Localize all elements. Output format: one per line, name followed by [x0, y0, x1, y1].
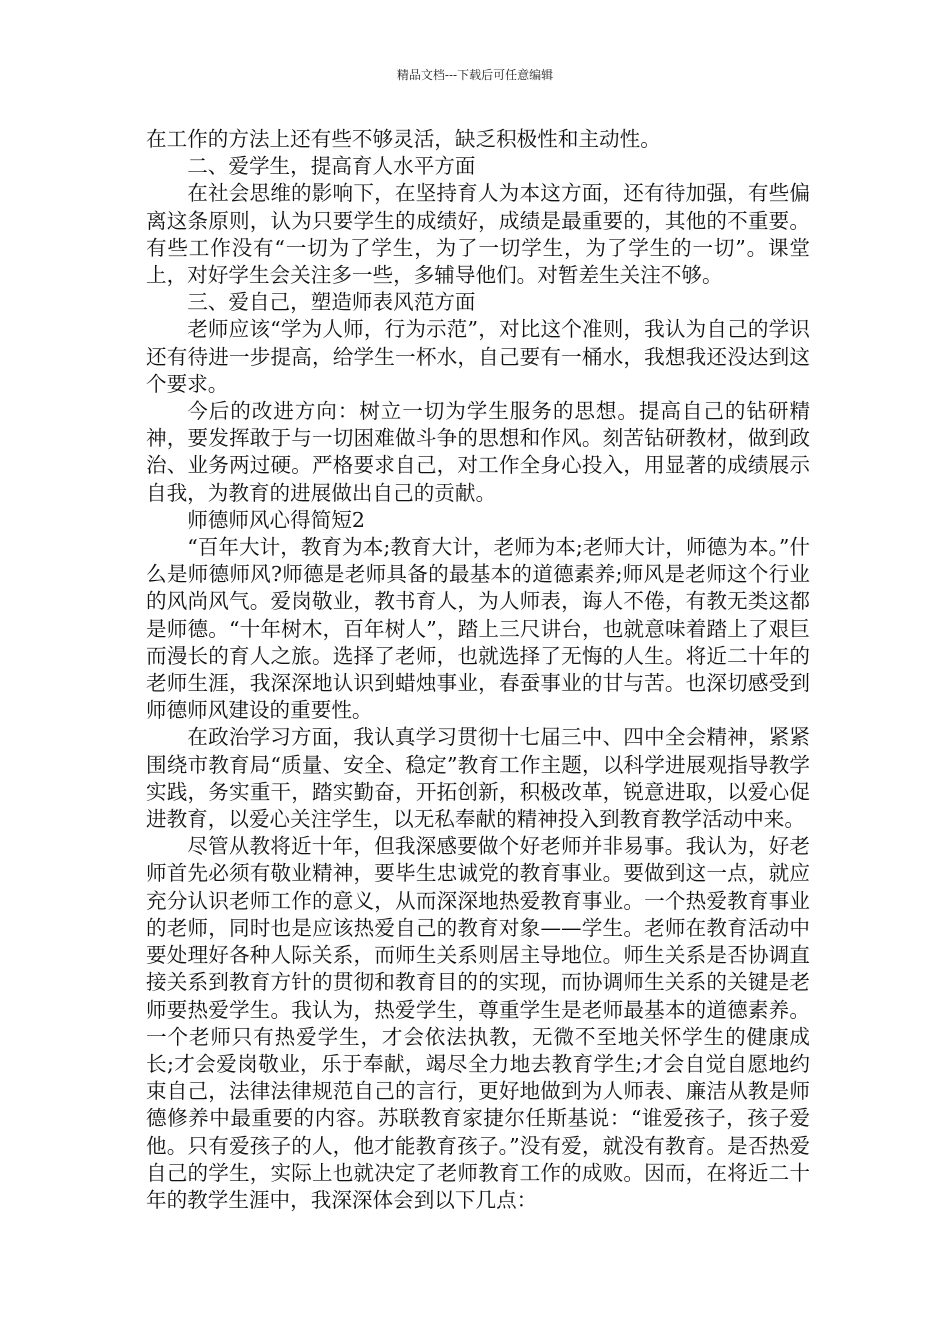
- article-title: 师德师风心得简短2: [187, 507, 366, 532]
- section-heading: 二、爱学生，提高育人水平方面: [187, 154, 476, 179]
- document-body: [146, 126, 810, 1214]
- page-header: 精品文档---下载后可任意编辑: [396, 68, 554, 82]
- paragraph: 老师应该“学为人师，行为示范”，对比这个准则，我认为自己的学识还有待进一步提高，给学生一杯水，自己要有一桶水，我想我还没达到这个要求。: [146, 317, 810, 396]
- paragraph: 尽管从教将近十年，但我深感要做个好老师并非易事。我认为，好老师首先必须有敬业精神，要毕生忠诚党的教育事业。要做到这一点，就应充分认识老师工作的意义，从而深深地热爱教育事业。一个热爱教育事业的老师，同时也是应该热爱自己的教育对象——学生。老师在教育活动中要处理好各种人际关系，而师生关系则居主导地位。师生关系是否协调直接关系到教育方针的贯彻和教育目的的实现，而协调师生关系的关键是老师要热爱学生。我认为，热爱学生，尊重学生是老师最基本的道德素养。一个老师只有热爱学生，才会依法执教，无微不至地关怀学生的健康成长;才会爱岗敬业，乐于奉献，竭尽全力地去教育学生;才会自觉自愿地约束自己，法律法律规范自己的言行，更好地做到为人师表、廉洁从教是师德修养中最重要的内容。苏联教育家捷尔任斯基说：“谁爱孩子，孩子爱他。只有爱孩子的人，他才能教育孩子。”没有爱，就没有教育。是否热爱自己的学生，实际上也就决定了老师教育工作的成败。因而，在将近二十年的教学生涯中，我深深体会到以下几点：: [146, 834, 810, 1212]
- paragraph: 在政治学习方面，我认真学习贯彻十七届三中、四中全会精神，紧紧围绕市教育局“质量、安全、稳定”教育工作主题，以科学进展观指导教学实践，务实重干，踏实勤奋，开拓创新，积极改革，锐意进取，以爱心促进教育，以爱心关注学生，以无私奉献的精神投入到教育教学活动中来。: [146, 725, 810, 832]
- paragraph: “百年大计，教育为本;教育大计，老师为本;老师大计，师德为本。”什么是师德师风?师德是老师具备的最基本的道德素养;师风是老师这个行业的风尚风气。爱岗敬业，教书育人，为人师表，诲人不倦，有教无类这都是师德。“十年树木，百年树人”，踏上三尺讲台，也就意味着踏上了艰巨而漫长的育人之旅。选择了老师，也就选择了无悔的人生。将近二十年的老师生涯，我深深地认识到蜡烛事业，春蚕事业的甘与苦。也深切感受到师德师风建设的重要性。: [146, 535, 810, 723]
- paragraph: 在社会思维的影响下，在坚持育人为本这方面，还有待加强，有些偏离这条原则，认为只要学生的成绩好，成绩是最重要的，其他的不重要。有些工作没有“一切为了学生，为了一切学生，为了学生的一切”。课堂上，对好学生会关注多一些，多辅导他们。对暂差生关注不够。: [146, 181, 810, 288]
- paragraph: 今后的改进方向：树立一切为学生服务的思想。提高自己的钻研精神，要发挥敢于与一切困难做斗争的思想和作风。刻苦钻研教材，做到政治、业务两过硬。严格要求自己，对工作全身心投入，用显著的成绩展示自我，为教育的进展做出自己的贡献。: [146, 399, 810, 505]
- paragraph: 在工作的方法上还有些不够灵活，缺乏积极性和主动性。: [146, 127, 661, 151]
- section-heading: 三、爱自己，塑造师表风范方面: [187, 290, 476, 315]
